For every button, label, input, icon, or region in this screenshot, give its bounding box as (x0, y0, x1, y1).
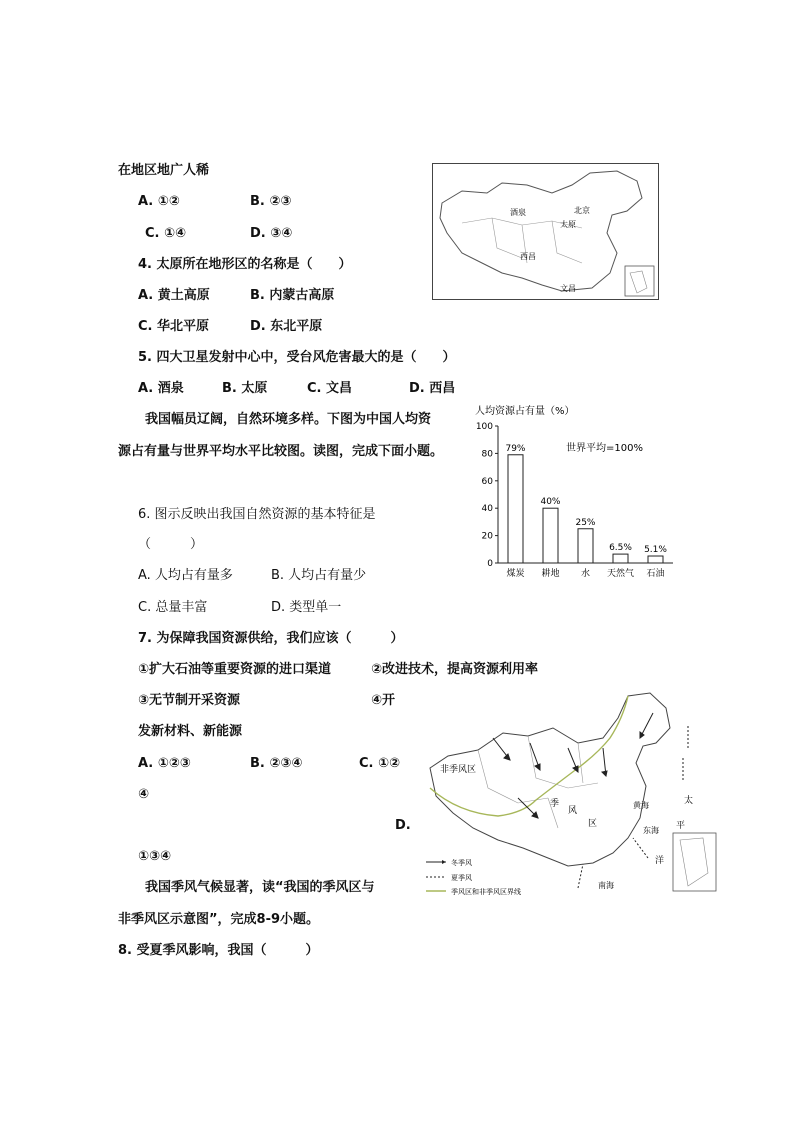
q5-option-d[interactable]: D. 西昌 (409, 381, 456, 396)
label-non-monsoon-region: 非季风区 (440, 765, 477, 775)
q5-option-b[interactable]: B. 太原 (222, 381, 268, 396)
q5-option-c[interactable]: C. 文昌 (307, 381, 353, 396)
y-tick-label: 100 (475, 422, 493, 432)
q5-option-a[interactable]: A. 酒泉 (138, 381, 184, 396)
y-tick-label: 0 (487, 559, 493, 569)
q6-answer-paren: （ ） (138, 537, 204, 552)
monsoon-boundary-line (430, 696, 628, 816)
bar-4 (648, 556, 663, 563)
question-5: 5. 四大卫星发射中心中，受台风危害最大的是（ ） (138, 350, 456, 365)
q6-option-b[interactable]: B. 人均占有量少 (271, 568, 367, 583)
q7-option-b[interactable]: B. ②③④ (250, 756, 303, 771)
q7-statement-1: ①扩大石油等重要资源的进口渠道 (138, 662, 332, 677)
q4-option-b[interactable]: B. 内蒙古高原 (250, 288, 335, 303)
bar-value-label: 6.5% (609, 543, 632, 554)
q3-option-a[interactable]: A. ①② (138, 194, 180, 209)
category-label: 耕地 (541, 569, 560, 579)
q6-option-d[interactable]: D. 类型单一 (271, 600, 342, 615)
label-south-sea: 南海 (598, 881, 614, 890)
y-tick-label: 60 (481, 476, 493, 487)
legend-summer-monsoon: 夏季风 (451, 874, 472, 882)
label-ji: 季 (550, 799, 560, 809)
y-tick-label: 20 (481, 531, 493, 542)
map1-label-jiuquan: 酒泉 (510, 208, 526, 217)
category-label: 水 (580, 569, 591, 579)
question-4: 4. 太原所在地形区的名称是（ ） (138, 257, 352, 272)
bar-2 (578, 529, 593, 563)
bar-1 (543, 508, 558, 563)
q7-statement-4: ④开 (371, 693, 396, 708)
q4-option-c[interactable]: C. 华北平原 (138, 319, 210, 334)
bar-3 (613, 554, 628, 563)
label-feng: 风 (568, 806, 578, 816)
intro-paragraph-2: 我国季风气候显著，读“我国的季风区与 (145, 880, 375, 895)
q7-option-d-cont: ①③④ (138, 849, 172, 864)
chart-title: 人均资源占有量（%） (475, 406, 575, 417)
label-pacific-3: 洋 (655, 856, 665, 866)
q4-option-d[interactable]: D. 东北平原 (250, 319, 323, 334)
category-label: 天然气 (606, 569, 635, 579)
map1-label-xichang: 西昌 (520, 252, 536, 261)
bar-value-label: 5.1% (644, 545, 667, 556)
q7-statement-2: ②改进技术，提高资源利用率 (371, 662, 539, 677)
line-continuation: 在地区地广人稀 (118, 163, 210, 178)
q7-option-c[interactable]: C. ①② (359, 756, 401, 771)
label-yellow-sea: 黄海 (633, 801, 649, 810)
legend-winter-monsoon: 冬季风 (451, 859, 472, 867)
category-label: 石油 (646, 569, 665, 579)
intro-paragraph-1: 我国幅员辽阔，自然环境多样。下图为中国人均资 (145, 412, 432, 427)
bar-value-label: 79% (505, 443, 526, 454)
q7-statement-3: ③无节制开采资源 (138, 693, 241, 708)
label-pacific-1: 太 (684, 796, 694, 806)
resource-bar-chart (470, 400, 680, 585)
intro-paragraph-1-cont: 源占有量与世界平均水平比较图。读图，完成下面小题。 (118, 444, 444, 459)
q6-option-c[interactable]: C. 总量丰富 (138, 600, 208, 615)
legend-boundary: 季风区和非季风区界线 (451, 888, 521, 896)
bar-0 (508, 455, 523, 563)
q3-option-d[interactable]: D. ③④ (250, 226, 293, 241)
question-6: 6. 图示反映出我国自然资源的基本特征是 (138, 507, 376, 522)
monsoon-region-map (418, 688, 721, 900)
label-east-sea: 东海 (643, 826, 659, 835)
question-7: 7. 为保障我国资源供给，我们应该（ ） (138, 631, 404, 646)
map1-label-wenchang: 文昌 (560, 284, 576, 293)
q3-option-b[interactable]: B. ②③ (250, 194, 292, 209)
label-qu: 区 (588, 819, 598, 829)
q7-option-a[interactable]: A. ①②③ (138, 756, 191, 771)
china-launch-center-map (432, 163, 659, 300)
intro-paragraph-2-cont: 非季风区示意图”，完成8-9小题。 (118, 912, 320, 927)
category-label: 煤炭 (506, 569, 525, 579)
map1-label-beijing: 北京 (574, 206, 590, 215)
chart-annotation: 世界平均=100% (566, 443, 643, 454)
question-8: 8. 受夏季风影响，我国（ ） (118, 943, 319, 958)
q3-option-c[interactable]: C. ①④ (145, 226, 187, 241)
q6-option-a[interactable]: A. 人均占有量多 (138, 568, 233, 583)
q7-option-d[interactable]: D. (395, 818, 411, 833)
y-tick-label: 40 (481, 504, 493, 515)
map1-label-taiyuan: 太原 (560, 220, 576, 229)
label-pacific-2: 平 (676, 821, 686, 831)
y-tick-label: 80 (481, 449, 493, 460)
q4-option-a[interactable]: A. 黄土高原 (138, 288, 210, 303)
q7-statement-4-cont: 发新材料、新能源 (138, 724, 243, 739)
q7-option-c-cont: ④ (138, 787, 150, 802)
bar-value-label: 40% (540, 497, 561, 508)
bar-value-label: 25% (575, 517, 596, 528)
